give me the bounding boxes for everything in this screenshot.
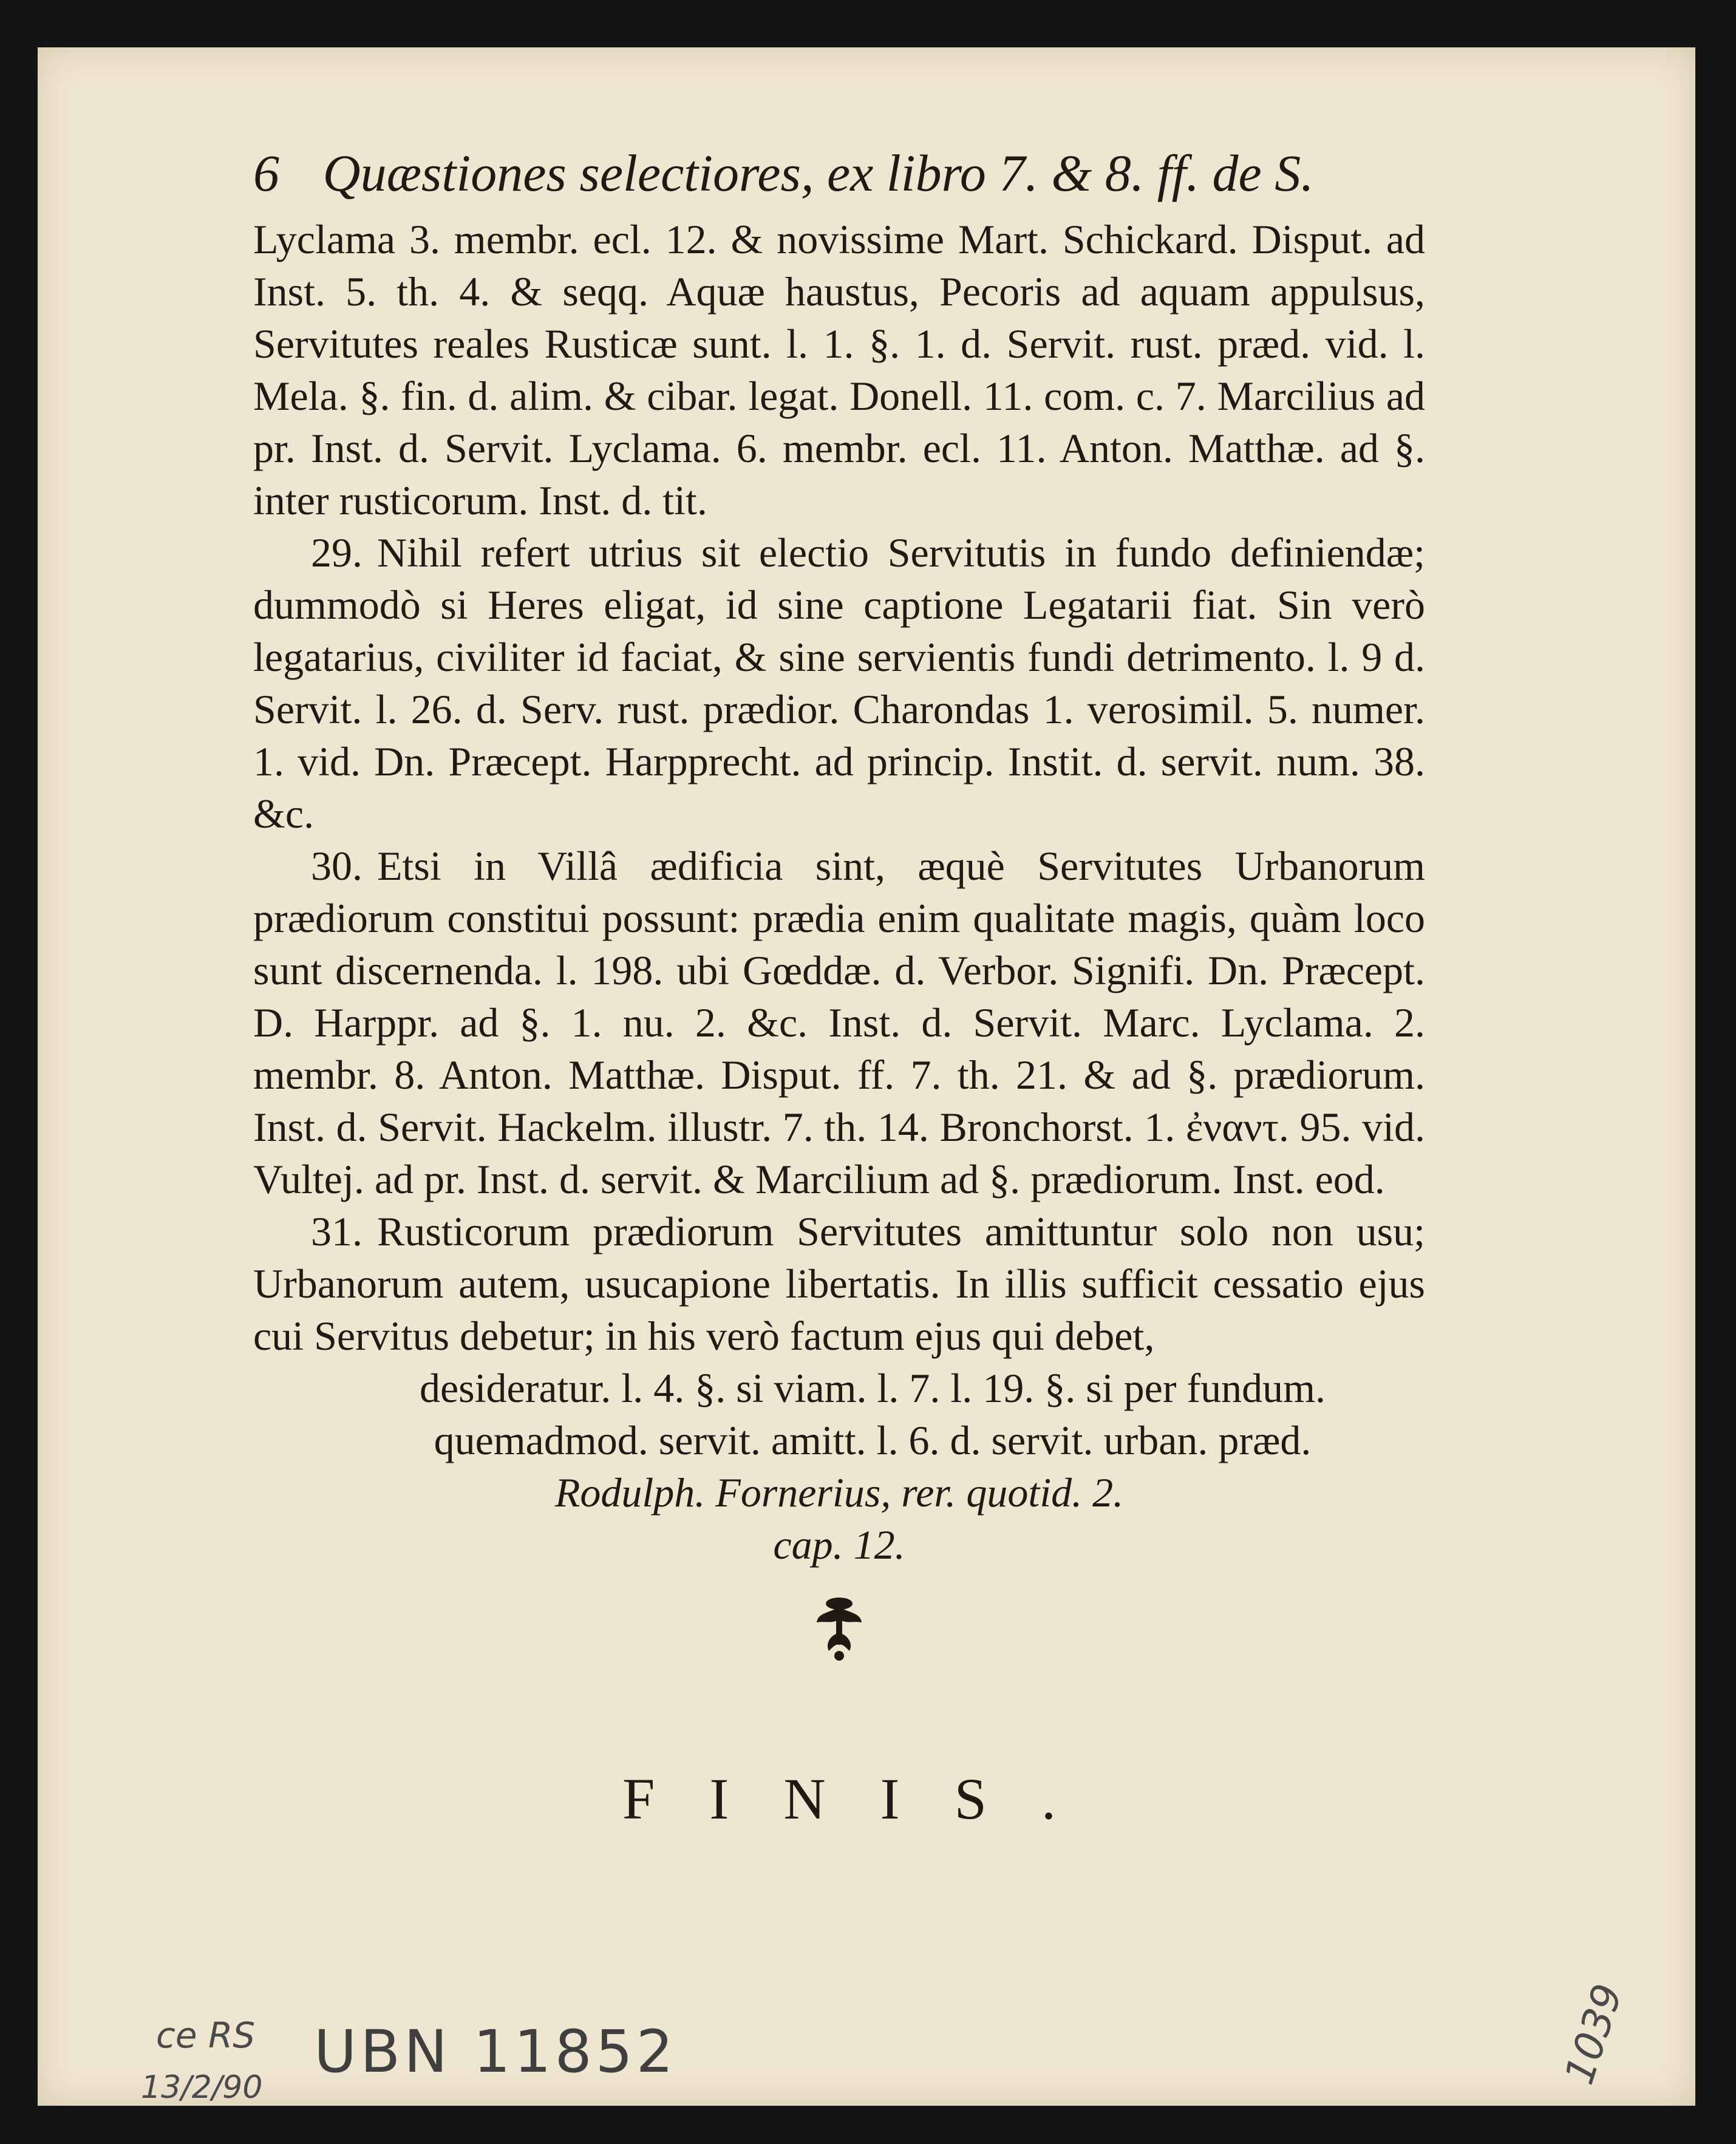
paragraph-text: Nihil refert utrius sit electio Servitutis in fundo definiendæ; dummodò si Heres eligat, id sine captione Legatarii fiat. Sin verò legatarius, civiliter id faciat, & sine servientis fundi detrimento. l. 9 d. Servit. l. 26. d. Serv. rust. prædior. Charondas 1. verosimil. 5. numer. 1. vid. Dn. Præcept. Harpprecht. ad princip. Instit. d. servit. num. 38. &c. (253, 529, 1425, 837)
closing-chapter: cap. 12. (773, 1522, 905, 1568)
handwritten-number: 1039 (1556, 1978, 1632, 2090)
paragraph-31 (253, 1205, 1425, 1362)
handwritten-initials: ce RS (156, 2015, 256, 2056)
paragraph-30 (253, 840, 1425, 1205)
paragraph-text: Lyclama 3. membr. ecl. 12. & novissime Mart. Schickard. Disput. ad Inst. 5. th. 4. & seqq. Aquæ haustus, Pecoris ad aquam appulsus, Servitutes reales Rusticæ sunt. l. 1. §. 1. d. Servit. rust. præd. vid. l. Mela. §. fin. d. alim. & cibar. legat. Donell. 11. com. c. 7. Marcilius ad pr. Inst. d. Servit. Lyclama. 6. membr. ecl. 11. Anton. Matthæ. ad §. inter rusticorum. Inst. d. tit. (253, 216, 1425, 523)
page-content (253, 138, 1425, 1833)
paragraph-continuation (253, 213, 1425, 526)
handwritten-date: 13/2/90 (141, 2069, 263, 2106)
paragraph-number: 31. (311, 1208, 363, 1254)
finis-heading: FINIS. (622, 1766, 1111, 1831)
page-number: 6 (253, 144, 279, 202)
paragraph-number: 30. (311, 843, 363, 889)
closing-author: Rodulph. Fornerius, rer. quotid. 2. (554, 1469, 1124, 1516)
closing-citation: desideratur. l. 4. §. si viam. l. 7. l. 19. §. si per fundum. quemadmod. servit. amitt. l. 6. d. servit. urban. præd. (419, 1365, 1326, 1463)
document-page (38, 47, 1695, 2106)
running-title: Quæstiones selectiores, ex libro 7. & 8. ff. de S. (322, 144, 1314, 202)
running-header (253, 138, 1425, 208)
catalog-stamp: UBN 11852 (314, 2018, 677, 2086)
paragraph-number: 29. (311, 529, 363, 576)
paragraph-text: Rusticorum prædiorum Servitutes amittuntur solo non usu; Urbanorum autem, usucapione libertatis. In illis sufficit cessatio ejus cui Servitus debetur; in his verò factum ejus qui debet, (253, 1208, 1425, 1359)
paragraph-29 (253, 526, 1425, 840)
paragraph-text: Etsi in Villâ ædificia sint, æquè Servitutes Urbanorum prædiorum constitui possunt: prædia enim qualitate magis, quàm loco sunt discernenda. l. 198. ubi Gœddæ. d. Verbor. Signifi. Dn. Præcept. D. Harppr. ad §. 1. nu. 2. &c. Inst. d. Servit. Marc. Lyclama. 2. membr. 8. Anton. Matthæ. Disput. ff. 7. th. 21. & ad §. prædiorum. Inst. d. Servit. Hackelm. illustr. 7. th. 14. Bronchorst. 1. ἐναντ. 95. vid. Vultej. ad pr. Inst. d. servit. & Marcilium ad §. prædiorum. Inst. eod. (253, 843, 1425, 1202)
fleuron-ornament-icon (812, 1595, 866, 1662)
